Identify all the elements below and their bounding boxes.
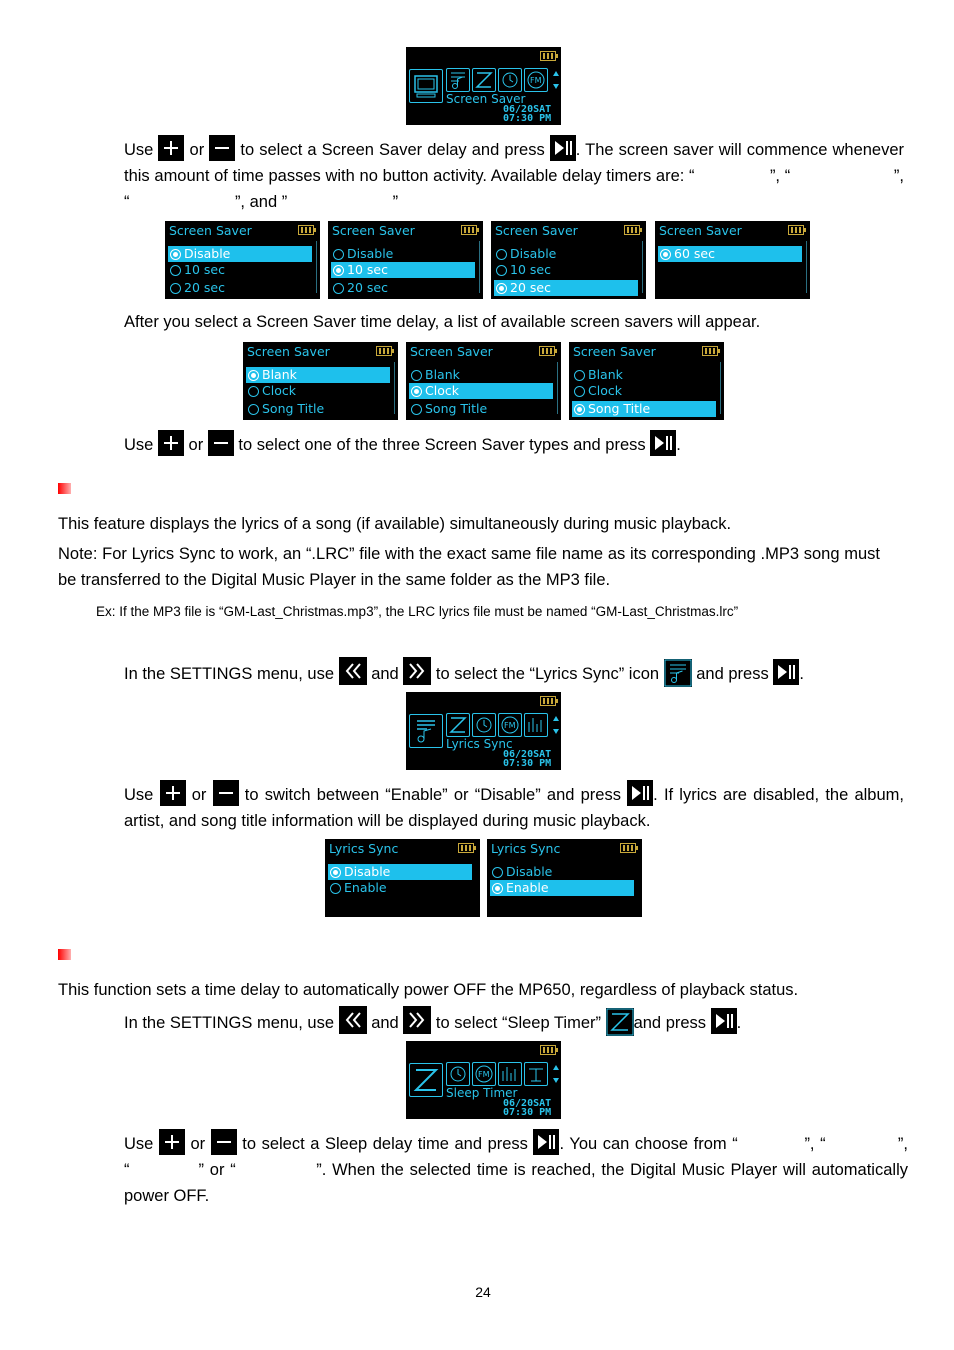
option-blank: Blank bbox=[409, 367, 553, 383]
fm-small-icon bbox=[524, 68, 548, 92]
sleep-timer-icon bbox=[606, 1008, 634, 1036]
lyrics-note: Note: For Lyrics Sync to work, an “.LRC” file with the exact same file name as its corresponding .MP3 song must be transferred to the Digital Music Player in the same folder as the MP3 file. bbox=[58, 545, 880, 589]
equalizer-small-icon bbox=[524, 713, 548, 737]
plus-button-icon bbox=[158, 135, 184, 161]
sleep-timer-small-icon bbox=[472, 68, 496, 92]
next-button-icon bbox=[403, 1006, 431, 1034]
section-bullet-icon bbox=[58, 483, 71, 494]
minus-button-icon bbox=[208, 430, 234, 456]
delay-screen-disable: Screen Saver Disable 10 sec 20 sec bbox=[165, 221, 320, 299]
delay-screen-60-sec: Screen Saver 60 sec bbox=[655, 221, 810, 299]
option-clock: Clock bbox=[409, 383, 553, 399]
lyrics-screen-enable: Lyrics Sync Disable Enable bbox=[487, 839, 642, 917]
minus-button-icon bbox=[209, 135, 235, 161]
minus-button-icon bbox=[213, 780, 239, 806]
option-blank: Blank bbox=[572, 367, 716, 383]
plus-button-icon bbox=[160, 780, 186, 806]
lyrics-description: This feature displays the lyrics of a song (if available) simultaneously during music playback. bbox=[58, 515, 732, 533]
sleep-timer-menu-screen bbox=[406, 1041, 561, 1119]
lyrics-sync-icon bbox=[664, 659, 692, 687]
clock-small-icon bbox=[498, 68, 522, 92]
option-song-title: Song Title bbox=[409, 401, 553, 417]
next-button-icon bbox=[403, 657, 431, 685]
type-screen-blank: Screen Saver Blank Clock Song Title bbox=[243, 342, 398, 420]
option-10-sec: 10 sec bbox=[168, 262, 312, 278]
menu-label: Sleep Timer bbox=[446, 1086, 518, 1100]
previous-button-icon bbox=[339, 1006, 367, 1034]
battery-icon bbox=[540, 51, 556, 61]
plus-button-icon bbox=[159, 1129, 185, 1155]
option-20-sec: 20 sec bbox=[494, 280, 638, 296]
option-10-sec: 10 sec bbox=[331, 262, 475, 278]
battery-icon bbox=[702, 346, 718, 356]
scroll-arrows-icon bbox=[552, 714, 560, 736]
option-enable: Enable bbox=[490, 880, 634, 896]
option-song-title: Song Title bbox=[246, 401, 390, 417]
menu-label: Screen Saver bbox=[446, 92, 526, 106]
battery-icon bbox=[539, 346, 555, 356]
section-bullet-icon bbox=[58, 949, 71, 960]
menu-time: 07:30 PM bbox=[503, 1107, 552, 1118]
screen-saver-icon bbox=[409, 69, 443, 103]
type-screen-song-title: Screen Saver Blank Clock Song Title bbox=[569, 342, 724, 420]
option-disable: Disable bbox=[331, 246, 475, 262]
option-clock: Clock bbox=[572, 383, 716, 399]
play-pause-button-icon bbox=[650, 430, 676, 456]
settings-small-icon bbox=[524, 1062, 548, 1086]
battery-icon bbox=[540, 696, 556, 706]
menu-time: 07:30 PM bbox=[503, 113, 552, 124]
option-60-sec: 60 sec bbox=[658, 246, 802, 262]
lyrics-example: Ex: If the MP3 file is “GM-Last_Christmas.mp3”, the LRC lyrics file must be named “GM-Last_Christmas.lrc” bbox=[96, 604, 739, 619]
screen-saver-list-text: After you select a Screen Saver time delay, a list of available screen savers will appear. bbox=[124, 313, 761, 331]
screen-saver-menu-screen bbox=[406, 47, 561, 125]
svg-text:FM: FM bbox=[478, 1070, 490, 1079]
battery-icon bbox=[624, 225, 640, 235]
previous-button-icon bbox=[339, 657, 367, 685]
clock-small-icon bbox=[472, 713, 496, 737]
sleep-delay-instruction: Use or to select a Sleep delay time and press . You can choose from “ ”, “ ”, “ ” or “ ”. When the selected time is reached, the Digital Music Player will automatically power OFF. bbox=[124, 1129, 908, 1209]
play-pause-button-icon bbox=[773, 659, 799, 685]
lyrics-toggle-instruction: Use or to switch between “Enable” or “Disable” and press . If lyrics are disabled, the album, artist, and song title information will be displayed during music playback. bbox=[124, 780, 904, 834]
scroll-arrows-icon bbox=[552, 1063, 560, 1085]
option-20-sec: 20 sec bbox=[331, 280, 475, 296]
plus-button-icon bbox=[158, 430, 184, 456]
svg-text:FM: FM bbox=[530, 76, 542, 85]
option-clock: Clock bbox=[246, 383, 390, 399]
lyrics-sync-small-icon bbox=[446, 68, 470, 92]
play-pause-button-icon bbox=[550, 135, 576, 161]
battery-icon bbox=[540, 1045, 556, 1055]
screen-saver-type-instruction: Use or to select one of the three Screen Saver types and press . bbox=[124, 430, 904, 458]
option-enable: Enable bbox=[328, 880, 472, 896]
battery-icon bbox=[376, 346, 392, 356]
menu-label: Lyrics Sync bbox=[446, 737, 513, 751]
option-disable: Disable bbox=[490, 864, 634, 880]
lyrics-sync-menu-screen bbox=[406, 692, 561, 770]
battery-icon bbox=[461, 225, 477, 235]
delay-screen-20-sec: Screen Saver Disable 10 sec 20 sec bbox=[491, 221, 646, 299]
menu-time: 07:30 PM bbox=[503, 758, 552, 769]
battery-icon bbox=[298, 225, 314, 235]
equalizer-small-icon bbox=[498, 1062, 522, 1086]
screen-saver-instruction: Use or to select a Screen Saver delay and press . The screen saver will commence whenever this amount of time passes with no button activity. Available delay timers are: “ ”, “ ”, “ ”, and ” ” bbox=[124, 135, 904, 215]
play-pause-button-icon bbox=[627, 780, 653, 806]
svg-text:FM: FM bbox=[504, 721, 516, 730]
option-20-sec: 20 sec bbox=[168, 280, 312, 296]
battery-icon bbox=[620, 843, 636, 853]
clock-small-icon bbox=[446, 1062, 470, 1086]
battery-icon bbox=[788, 225, 804, 235]
sleep-timer-small-icon bbox=[446, 713, 470, 737]
sleep-description: This function sets a time delay to automatically power OFF the MP650, regardless of playback status. bbox=[58, 981, 799, 999]
page-number: 24 bbox=[475, 1284, 491, 1300]
scroll-arrows-icon bbox=[552, 69, 560, 91]
sleep-select-instruction: In the SETTINGS menu, use and to select “Sleep Timer” and press . bbox=[124, 1006, 914, 1036]
option-10-sec: 10 sec bbox=[494, 262, 638, 278]
option-disable: Disable bbox=[168, 246, 312, 262]
menu-date: 06/20SAT bbox=[503, 104, 552, 115]
fm-small-icon bbox=[498, 713, 522, 737]
option-blank: Blank bbox=[246, 367, 390, 383]
lyrics-sync-large-icon bbox=[409, 714, 443, 748]
option-song-title: Song Title bbox=[572, 401, 716, 417]
play-pause-button-icon bbox=[533, 1129, 559, 1155]
option-disable: Disable bbox=[328, 864, 472, 880]
type-screen-clock: Screen Saver Blank Clock Song Title bbox=[406, 342, 561, 420]
menu-date: 06/20SAT bbox=[503, 1098, 552, 1109]
lyrics-select-instruction: In the SETTINGS menu, use and to select the “Lyrics Sync” icon and press . bbox=[124, 657, 914, 687]
minus-button-icon bbox=[211, 1129, 237, 1155]
option-disable: Disable bbox=[494, 246, 638, 262]
battery-icon bbox=[458, 843, 474, 853]
menu-date: 06/20SAT bbox=[503, 749, 552, 760]
play-pause-button-icon bbox=[711, 1008, 737, 1034]
lyrics-screen-disable: Lyrics Sync Disable Enable bbox=[325, 839, 480, 917]
delay-screen-10-sec: Screen Saver Disable 10 sec 20 sec bbox=[328, 221, 483, 299]
fm-small-icon bbox=[472, 1062, 496, 1086]
sleep-timer-large-icon bbox=[409, 1063, 443, 1097]
